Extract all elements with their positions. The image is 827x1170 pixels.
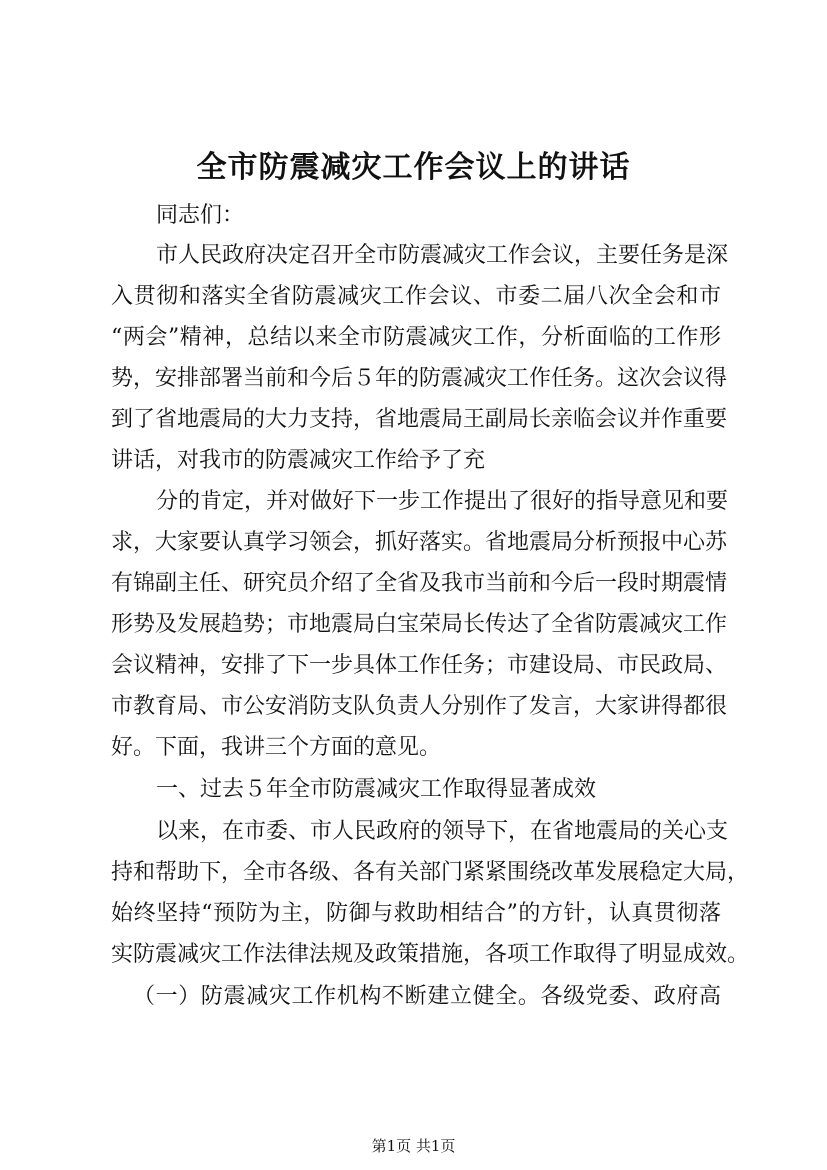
text-line: 形势及发展趋势；市地震局白宝荣局长传达了全省防震减灾工作 [111,612,728,637]
text-line-salutation: 同志们： [156,203,245,228]
text-line: 会议精神，安排了下一步具体工作任务；市建设局、市民政局、 [111,653,728,678]
text-line: 始终坚持“预防为主，防御与救助相结合”的方针，认真贯彻落 [111,901,721,926]
text-line: 讲话，对我市的防震减灾工作给予了充 [111,448,486,473]
text-line: 分的肯定，并对做好下一步工作提出了很好的指导意见和要 [156,489,729,514]
text-line: 实防震减灾工作法律法规及政策措施，各项工作取得了明显成效。 [111,942,750,967]
subsection-line: （一）防震减灾工作机构不断建立健全。各级党委、政府高 [133,984,721,1009]
text-line: “两会”精神，总结以来全市防震减灾工作，分析面临的工作形 [111,325,721,350]
text-line: 市教育局、市公安消防支队负责人分别作了发言，大家讲得都很 [111,694,728,719]
section-heading: 一、过去５年全市防震减灾工作取得显著成效 [156,777,597,802]
text-line: 以来，在市委、市人民政府的领导下，在省地震局的关心支 [156,819,729,844]
text-line: 势，安排部署当前和今后５年的防震减灾工作任务。这次会议得 [111,366,728,391]
text-line: 入贯彻和落实全省防震减灾工作会议、市委二届八次全会和市 [111,284,721,309]
text-line: 持和帮助下，全市各级、各有关部门紧紧围绕改革发展稳定大局， [111,860,750,885]
page-number: 第1页 共1页 [371,1137,456,1155]
text-line: 有锦副主任、研究员介绍了全省及我市当前和今后一段时期震情 [111,571,728,596]
document-title: 全市防震减灾工作会议上的讲话 [196,150,631,185]
text-line: 到了省地震局的大力支持，省地震局王副局长亲临会议并作重要 [111,407,728,432]
text-line: 求，大家要认真学习领会，抓好落实。省地震局分析预报中心苏 [111,530,728,555]
text-line: 市人民政府决定召开全市防震减灾工作会议，主要任务是深 [156,243,729,268]
text-line: 好。下面，我讲三个方面的意见。 [111,735,442,760]
